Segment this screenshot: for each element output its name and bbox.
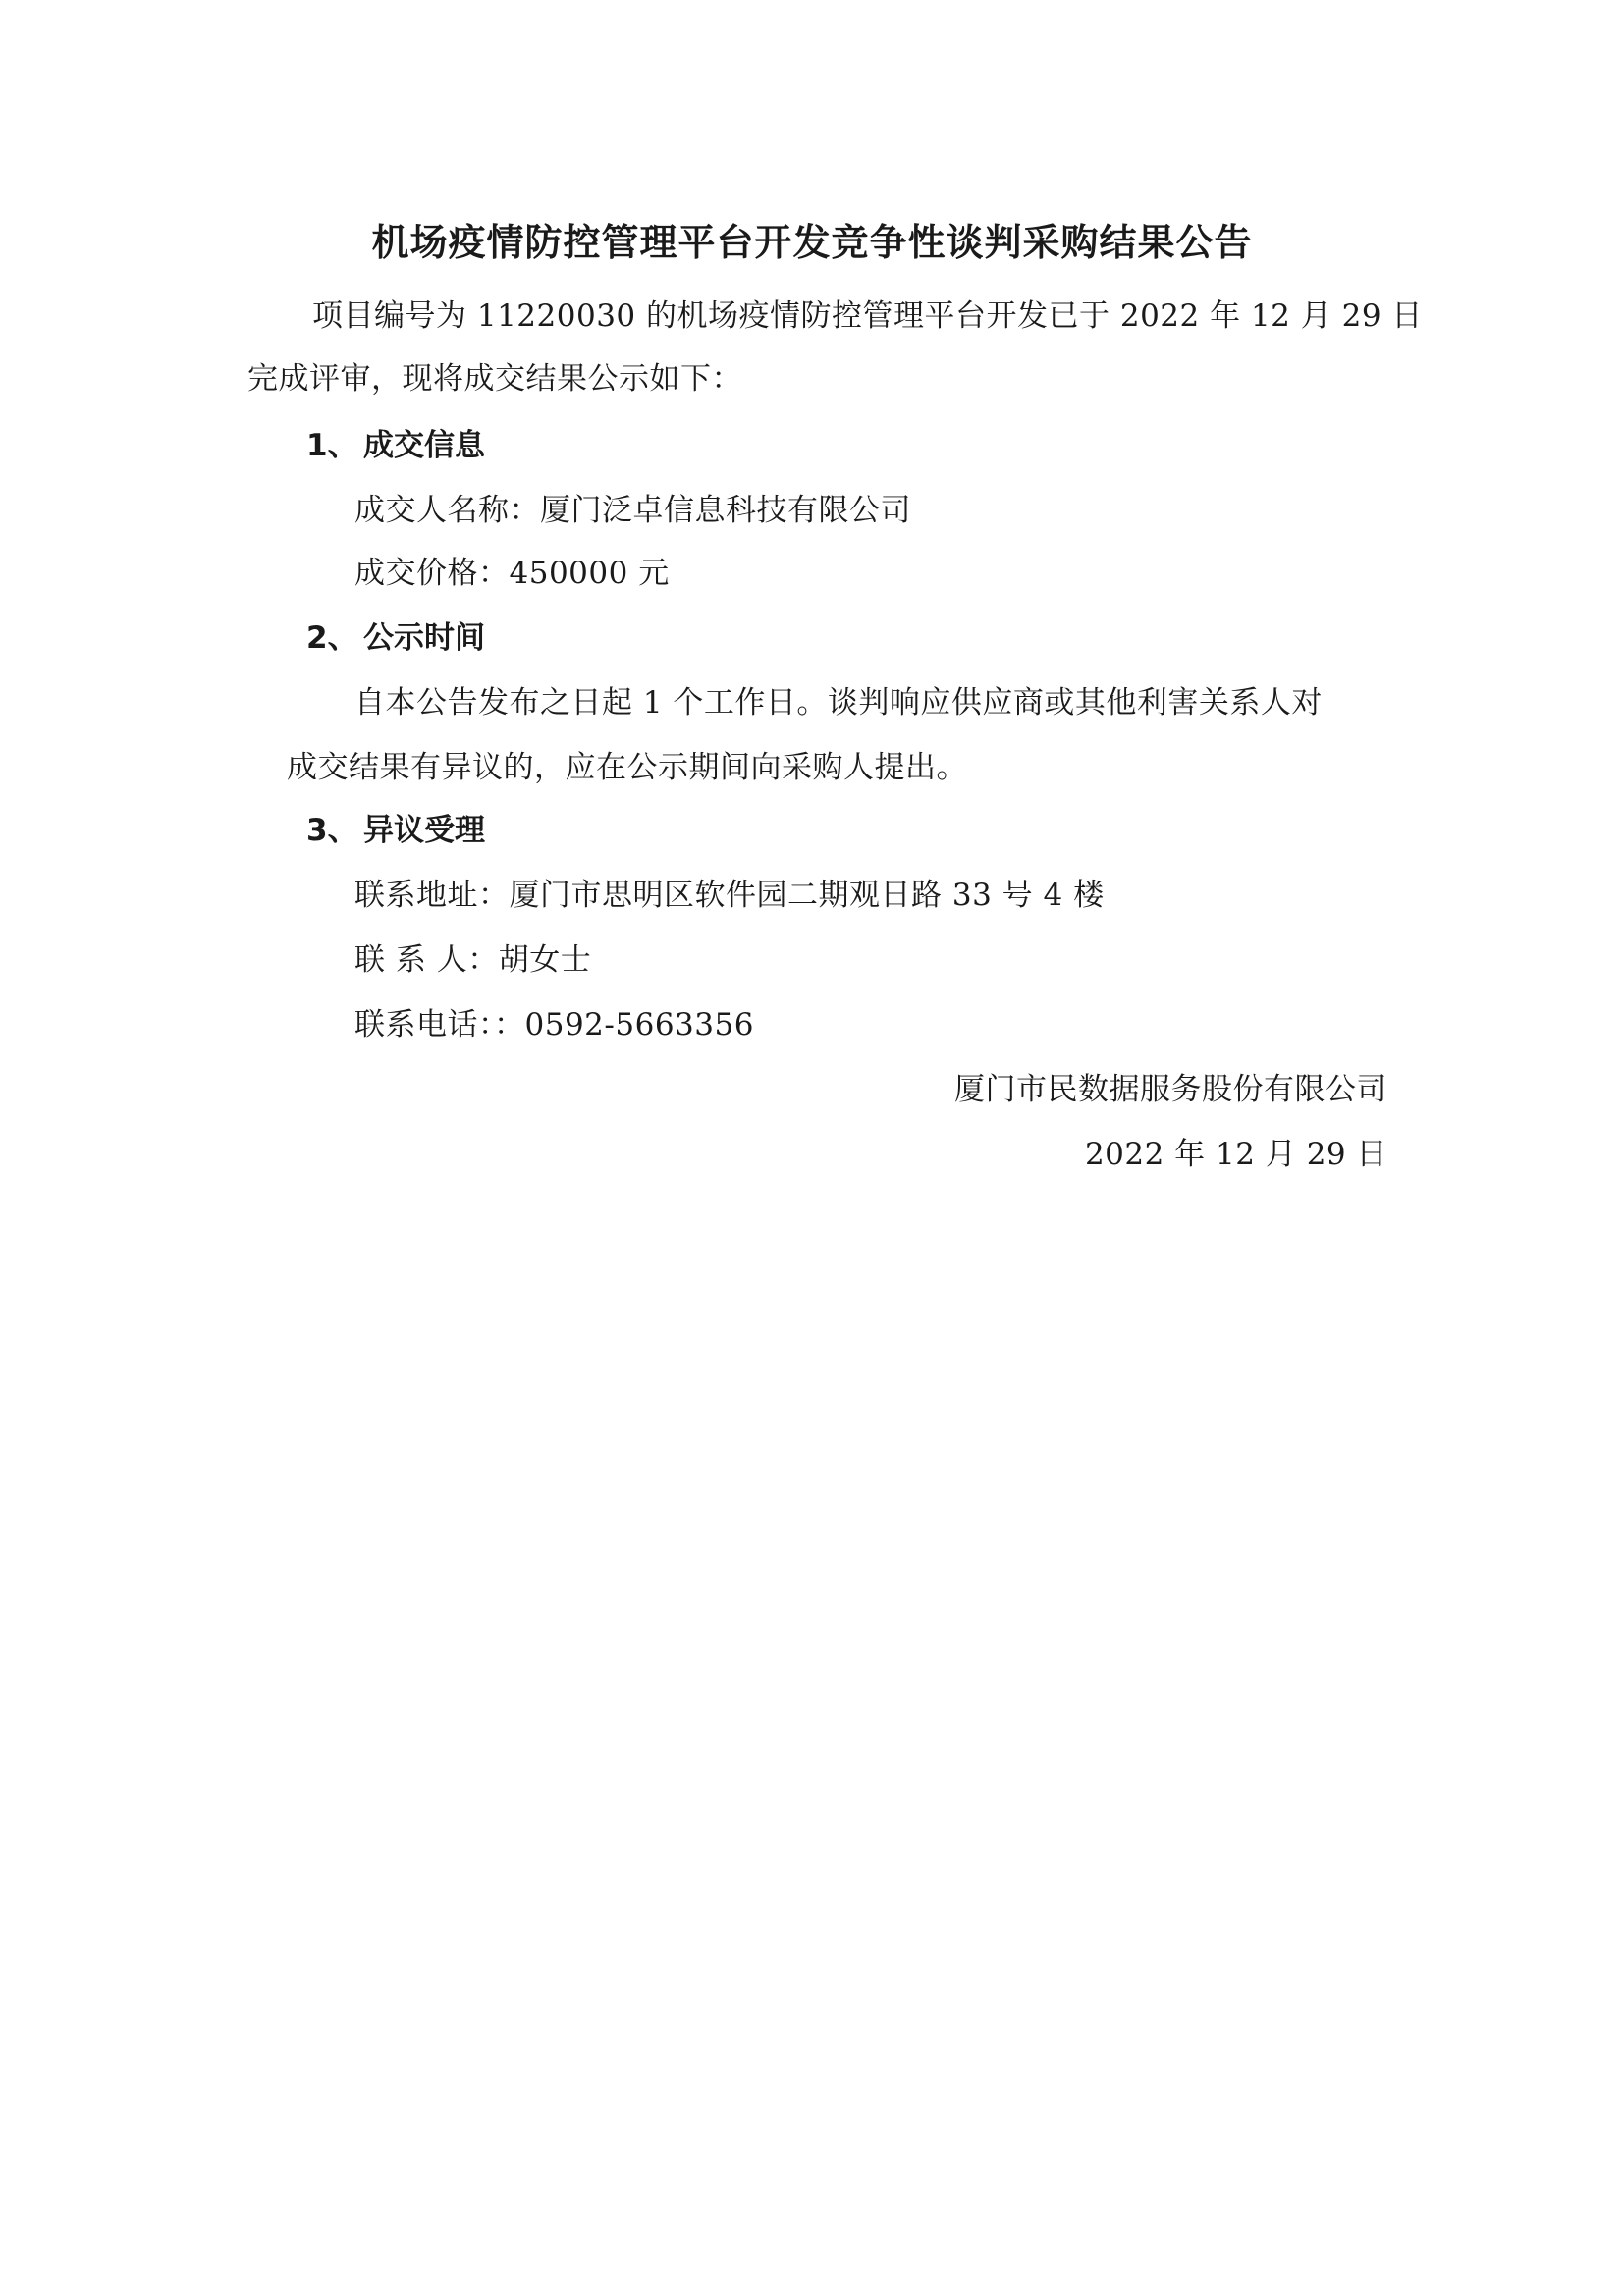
section-heading-3 [306, 811, 485, 850]
section-number-1: 1、 [306, 428, 358, 463]
section-3-line-1: 联系地址：厦门市思明区软件园二期观日路 33 号 4 楼 [354, 878, 1105, 913]
section-number-3: 3、 [306, 813, 358, 848]
section-title-2: 公示时间 [363, 620, 485, 656]
section-1-line-2: 成交价格：450000 元 [354, 556, 670, 591]
section-1-line-1: 成交人名称：厦门泛卓信息科技有限公司 [354, 493, 911, 528]
section-3-line-3: 联系电话：：0592-5663356 [354, 1007, 754, 1042]
section-title-1: 成交信息 [363, 428, 485, 463]
document-title: 机场疫情防控管理平台开发竞争性谈判采购结果公告 [371, 221, 1253, 264]
intro-line-1: 项目编号为 11220030 的机场疫情防控管理平台开发已于 2022 年 12 月 29 日 [312, 298, 1423, 334]
section-title-3: 异议受理 [363, 813, 485, 848]
section-heading-1 [306, 426, 485, 465]
signature-date: 2022 年 12 月 29 日 [1084, 1137, 1387, 1172]
section-3-line-2: 联 系 人：胡女士 [354, 942, 592, 978]
section-heading-2 [306, 618, 485, 658]
section-2-line-1: 自本公告发布之日起 1 个工作日。谈判响应供应商或其他利害关系人对 [354, 685, 1323, 721]
intro-line-2: 完成评审，现将成交结果公示如下： [247, 361, 742, 397]
section-number-2: 2、 [306, 620, 358, 656]
section-2-line-2: 成交结果有异议的，应在公示期间向采购人提出。 [287, 750, 967, 785]
signature-organization: 厦门市民数据服务股份有限公司 [954, 1072, 1387, 1107]
